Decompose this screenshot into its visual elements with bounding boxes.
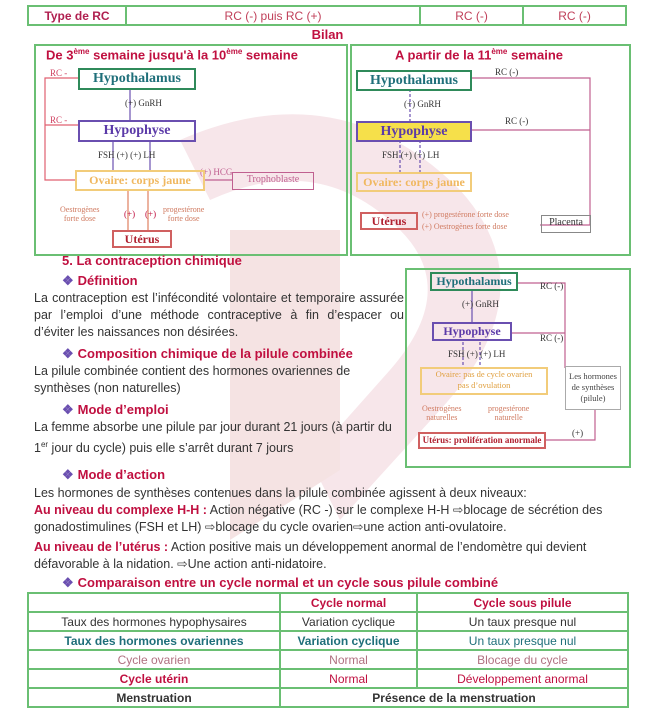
left-plus-2: (+) xyxy=(145,209,157,219)
mode-emploi-text: La femme absorbe une pilule par jour durant 21 jours (à partir du 1er jour du cycle) puis elle s’arrêt durant 7 jours xyxy=(34,420,392,456)
left-progesterone: progestérone forte dose xyxy=(163,205,205,223)
pill-rc-1: RC (-) xyxy=(540,281,564,291)
pill-plus: (+) xyxy=(572,428,584,438)
pill-gnrh: (+) GnRH xyxy=(462,299,499,309)
right-ovaire: Ovaire: corps jaune xyxy=(356,172,472,192)
table-row: Taux des hormones ovariennes Variation cyclique Un taux presque nul xyxy=(28,631,628,650)
rc-type-label: Type de RC xyxy=(28,6,126,25)
left-uterus: Utérus xyxy=(112,230,172,248)
right-placenta: Placenta xyxy=(541,215,591,233)
pill-uterus: Utérus: prolifération anormale xyxy=(418,432,546,449)
bilan-title: Bilan xyxy=(311,27,344,42)
composition-text: La pilule combinée contient des hormones ovariennes de synthèses (non naturelles) xyxy=(34,364,351,395)
pill-hypothalamus: Hypothalamus xyxy=(430,272,518,291)
uterus-level-text: Au niveau de l’utérus : Action positive mais un développement anormal de l’endomètre qui devient défavorable à la nidation. ⇨Une action anti-nidatoire. xyxy=(34,540,587,571)
left-rc-2: RC - xyxy=(50,115,68,125)
mode-action-intro: Les hormones de synthèses contenues dans la pilule combinée agissent à deux niveaux: xyxy=(34,486,527,500)
left-plus-1: (+) xyxy=(124,209,136,219)
pill-progesterone: progestérone naturelle xyxy=(488,404,530,422)
section-title: 5. La contraception chimique xyxy=(62,253,242,268)
left-panel-heading: De 3ème semaine jusqu'à la 10ème semaine xyxy=(46,47,298,63)
right-rc-2: RC (-) xyxy=(505,116,529,126)
right-gnrh: (+) GnRH xyxy=(404,99,441,109)
left-fsh-lh: FSH (+) (+) LH xyxy=(98,150,156,160)
right-oestrogenes: (+) Oestrogènes forte dose xyxy=(422,222,508,231)
left-gnrh: (+) GnRH xyxy=(125,98,162,108)
left-hypothalamus: Hypothalamus xyxy=(78,68,196,90)
uterus-level-label: Au niveau de l’utérus : xyxy=(34,540,169,554)
mode-action-heading: ❖ Mode d’action xyxy=(62,467,166,482)
right-progesterone: (+) progestérone forte dose xyxy=(422,210,509,219)
definition-heading: ❖ Définition xyxy=(62,273,138,288)
left-hcg: (+) HCG xyxy=(200,167,233,177)
table-row: Taux des hormones hypophysaires Variation cyclique Un taux presque nul xyxy=(28,612,628,631)
table-row: Cycle utérin Normal Développement anormal xyxy=(28,669,628,688)
rc-type-col1: RC (-) puis RC (+) xyxy=(126,6,420,25)
comparison-heading: ❖ Comparaison entre un cycle normal et un cycle sous pilule combiné xyxy=(62,575,499,590)
right-rc-1: RC (-) xyxy=(495,67,519,77)
pill-oestrogenes: Oestrogènes naturelles xyxy=(422,404,462,422)
hh-level-label: Au niveau du complexe H-H : xyxy=(34,503,207,517)
pill-rc-2: RC (-) xyxy=(540,333,564,343)
right-uterus: Utérus xyxy=(360,212,418,230)
right-panel-heading: A partir de la 11ème semaine xyxy=(395,47,564,63)
table-row: Cycle ovarien Normal Blocage du cycle xyxy=(28,650,628,669)
right-hypothalamus: Hypothalamus xyxy=(356,70,472,91)
left-trophoblaste: Trophoblaste xyxy=(232,172,314,190)
definition-text: La contraception est l’infécondité volontaire et temporaire assurée par l’emploi d’une méthode contraceptive à fin d’espacer ou d’éviter les naissances non désirées. xyxy=(34,291,404,339)
right-hypophyse: Hypophyse xyxy=(356,121,472,142)
rc-type-col3: RC (-) xyxy=(523,6,626,25)
rc-type-col2: RC (-) xyxy=(420,6,523,25)
pill-synthetic-hormones: Les hormones de synthèses (pilule) xyxy=(565,366,621,410)
pill-hypophyse: Hypophyse xyxy=(432,322,512,341)
mode-emploi-heading: ❖ Mode d’emploi xyxy=(62,402,169,417)
hh-level-text: Au niveau du complexe H-H : Action négative (RC -) sur le complexe H-H ⇨blocage de sécrétion des gonadostimulines (FSH et LH) ⇨blocage du cycle ovarien⇨une action anti-ovulatoire. xyxy=(34,503,603,534)
right-fsh-lh: FSH (+) (+) LH xyxy=(382,150,440,160)
pill-ovaire: Ovaire: pas de cycle ovarien pas d’ovulation xyxy=(420,367,548,395)
left-oestrogenes: Oestrogènes forte dose xyxy=(60,205,100,223)
left-hypophyse: Hypophyse xyxy=(78,120,196,142)
table-header-row: Cycle normal Cycle sous pilule xyxy=(28,593,628,612)
table-row: Menstruation Présence de la menstruation xyxy=(28,688,628,707)
composition-heading: ❖ Composition chimique de la pilule combinée xyxy=(62,346,353,361)
comparison-table xyxy=(27,592,629,708)
pill-fsh-lh: FSH (+) (+) LH xyxy=(448,349,506,359)
left-rc-1: RC - xyxy=(50,68,68,78)
left-ovaire: Ovaire: corps jaune xyxy=(75,170,205,191)
